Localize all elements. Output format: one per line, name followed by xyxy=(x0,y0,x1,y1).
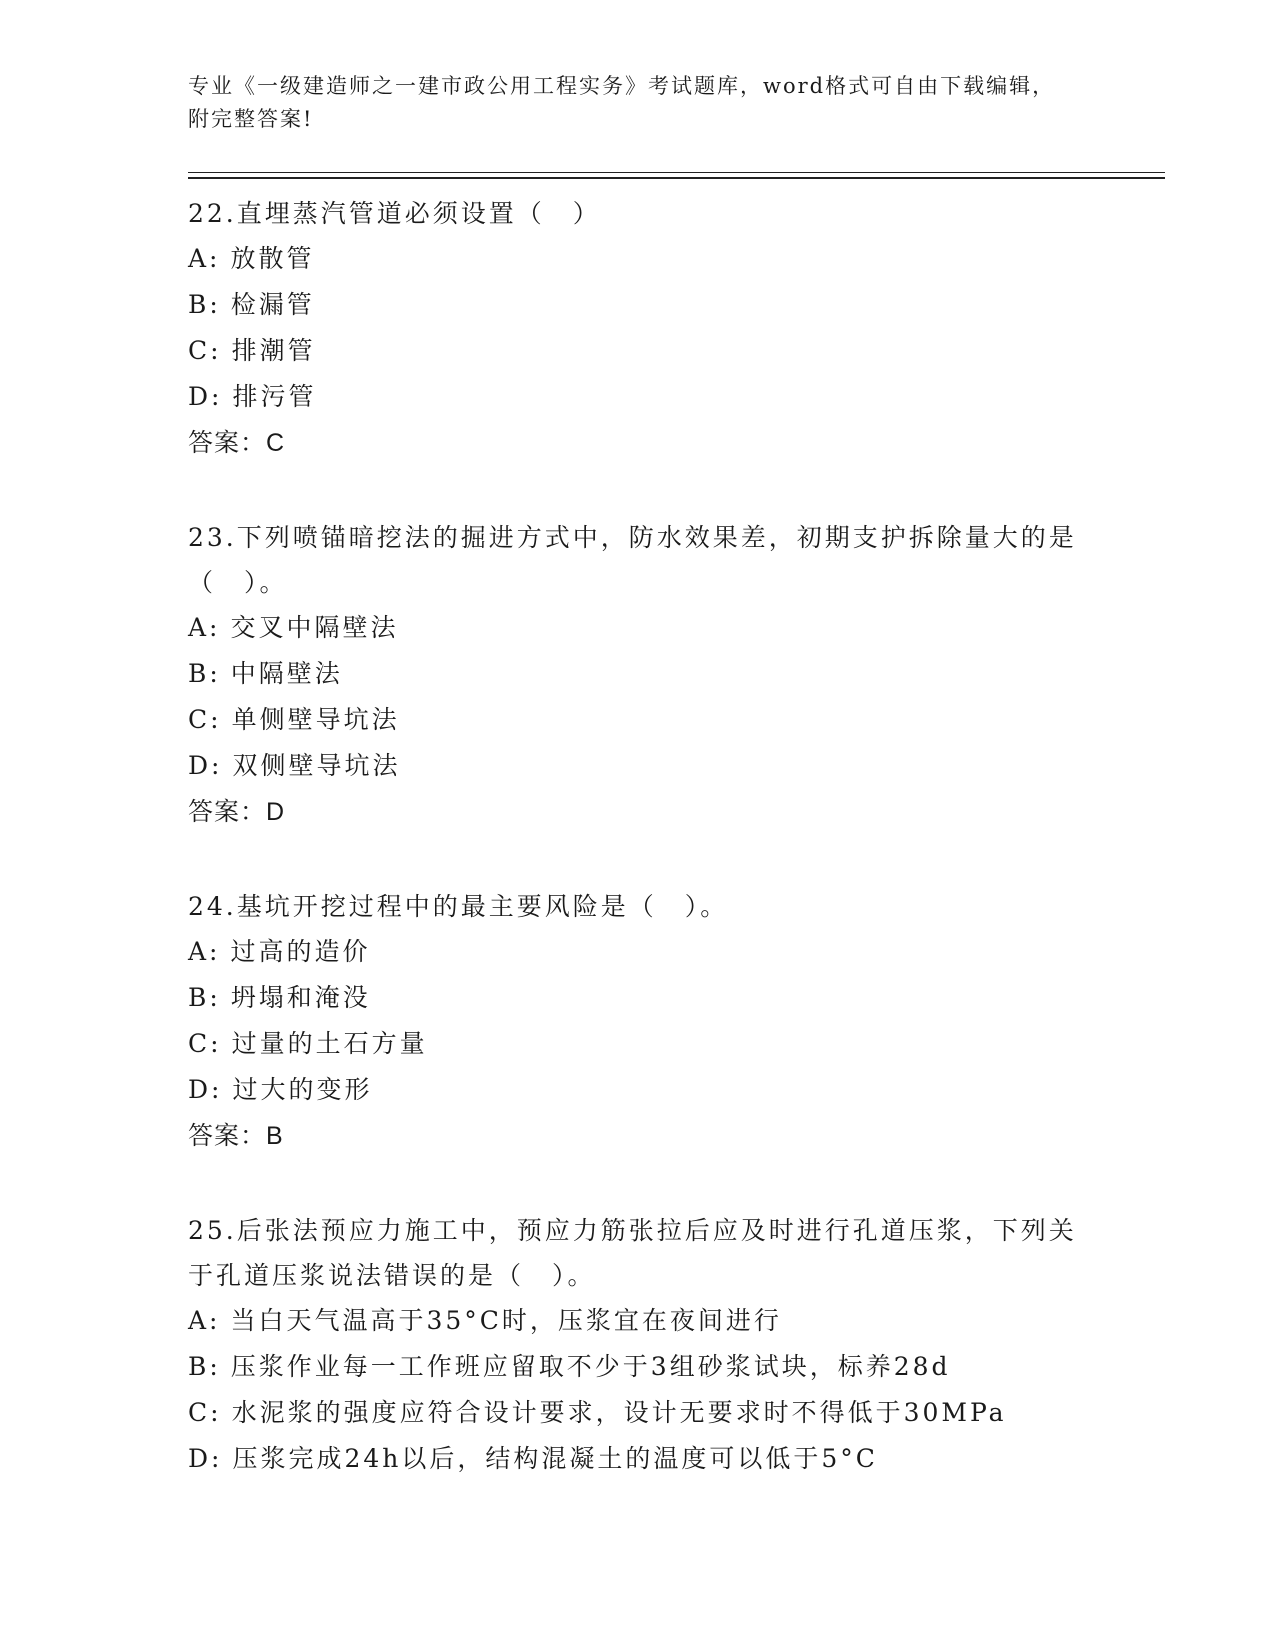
question-25 xyxy=(188,1208,1168,1482)
option-label: D: xyxy=(188,382,223,411)
option-text: 放散管 xyxy=(230,244,315,273)
option-text: 当白天气温高于35°C时，压浆宜在夜间进行 xyxy=(230,1306,782,1335)
option-d xyxy=(188,1436,1168,1482)
option-label: D: xyxy=(188,1075,223,1104)
option-d xyxy=(188,1067,1168,1113)
option-c xyxy=(188,1390,1168,1436)
option-label: C: xyxy=(188,336,222,365)
option-a xyxy=(188,929,1168,975)
option-a xyxy=(188,605,1168,651)
option-text: 压浆完成24h以后，结构混凝土的温度可以低于5°C xyxy=(232,1444,878,1473)
option-text: 过量的土石方量 xyxy=(231,1029,428,1058)
document-intro: 专业《一级建造师之一建市政公用工程实务》考试题库，word格式可自由下载编辑，附完整答案! xyxy=(188,74,1056,131)
question-23 xyxy=(188,515,1168,835)
option-text: 坍塌和淹没 xyxy=(230,983,371,1012)
option-label: D: xyxy=(188,1444,223,1473)
question-22 xyxy=(188,191,1168,466)
option-text: 检漏管 xyxy=(230,290,315,319)
option-c xyxy=(188,328,1168,374)
option-label: A: xyxy=(188,937,221,966)
option-c xyxy=(188,1021,1168,1067)
question-stem: 22.直埋蒸汽管道必须设置（ ） xyxy=(188,199,601,228)
option-label: A: xyxy=(188,244,221,273)
question-stem: 24.基坑开挖过程中的最主要风险是（ ）。 xyxy=(188,892,729,921)
option-b xyxy=(188,1344,1168,1390)
option-label: B: xyxy=(188,983,221,1012)
option-text: 单侧壁导坑法 xyxy=(231,705,400,734)
option-a xyxy=(188,236,1168,282)
option-label: C: xyxy=(188,705,222,734)
question-stem: 23.下列喷锚暗挖法的掘进方式中，防水效果差，初期支护拆除量大的是（ ）。 xyxy=(188,523,1077,597)
answer-key: 答案：B xyxy=(188,1122,284,1150)
option-text: 排潮管 xyxy=(231,336,316,365)
option-label: B: xyxy=(188,1352,221,1381)
option-label: B: xyxy=(188,659,221,688)
answer-key: 答案：C xyxy=(188,429,286,457)
option-text: 过大的变形 xyxy=(232,1075,373,1104)
question-stem: 25.后张法预应力施工中，预应力筋张拉后应及时进行孔道压浆，下列关于孔道压浆说法错误的是（ ）。 xyxy=(188,1216,1077,1290)
answer-key: 答案：D xyxy=(188,798,286,826)
option-c xyxy=(188,697,1168,743)
option-label: A: xyxy=(188,613,221,642)
option-text: 过高的造价 xyxy=(230,937,371,966)
option-text: 交叉中隔壁法 xyxy=(230,613,399,642)
question-24 xyxy=(188,884,1168,1159)
option-label: B: xyxy=(188,290,221,319)
option-d xyxy=(188,374,1168,420)
option-text: 水泥浆的强度应符合设计要求，设计无要求时不得低于30MPa xyxy=(231,1398,1007,1427)
option-b xyxy=(188,651,1168,697)
option-text: 压浆作业每一工作班应留取不少于3组砂浆试块，标养28d xyxy=(230,1352,951,1381)
option-b xyxy=(188,282,1168,328)
option-label: D: xyxy=(188,751,223,780)
option-text: 排污管 xyxy=(232,382,317,411)
option-a xyxy=(188,1298,1168,1344)
header-divider xyxy=(188,172,1165,179)
option-b xyxy=(188,975,1168,1021)
option-label: C: xyxy=(188,1029,222,1058)
option-label: A: xyxy=(188,1306,221,1335)
option-text: 双侧壁导坑法 xyxy=(232,751,401,780)
option-d xyxy=(188,743,1168,789)
option-label: C: xyxy=(188,1398,222,1427)
option-text: 中隔壁法 xyxy=(230,659,343,688)
document-page xyxy=(188,70,1168,1482)
